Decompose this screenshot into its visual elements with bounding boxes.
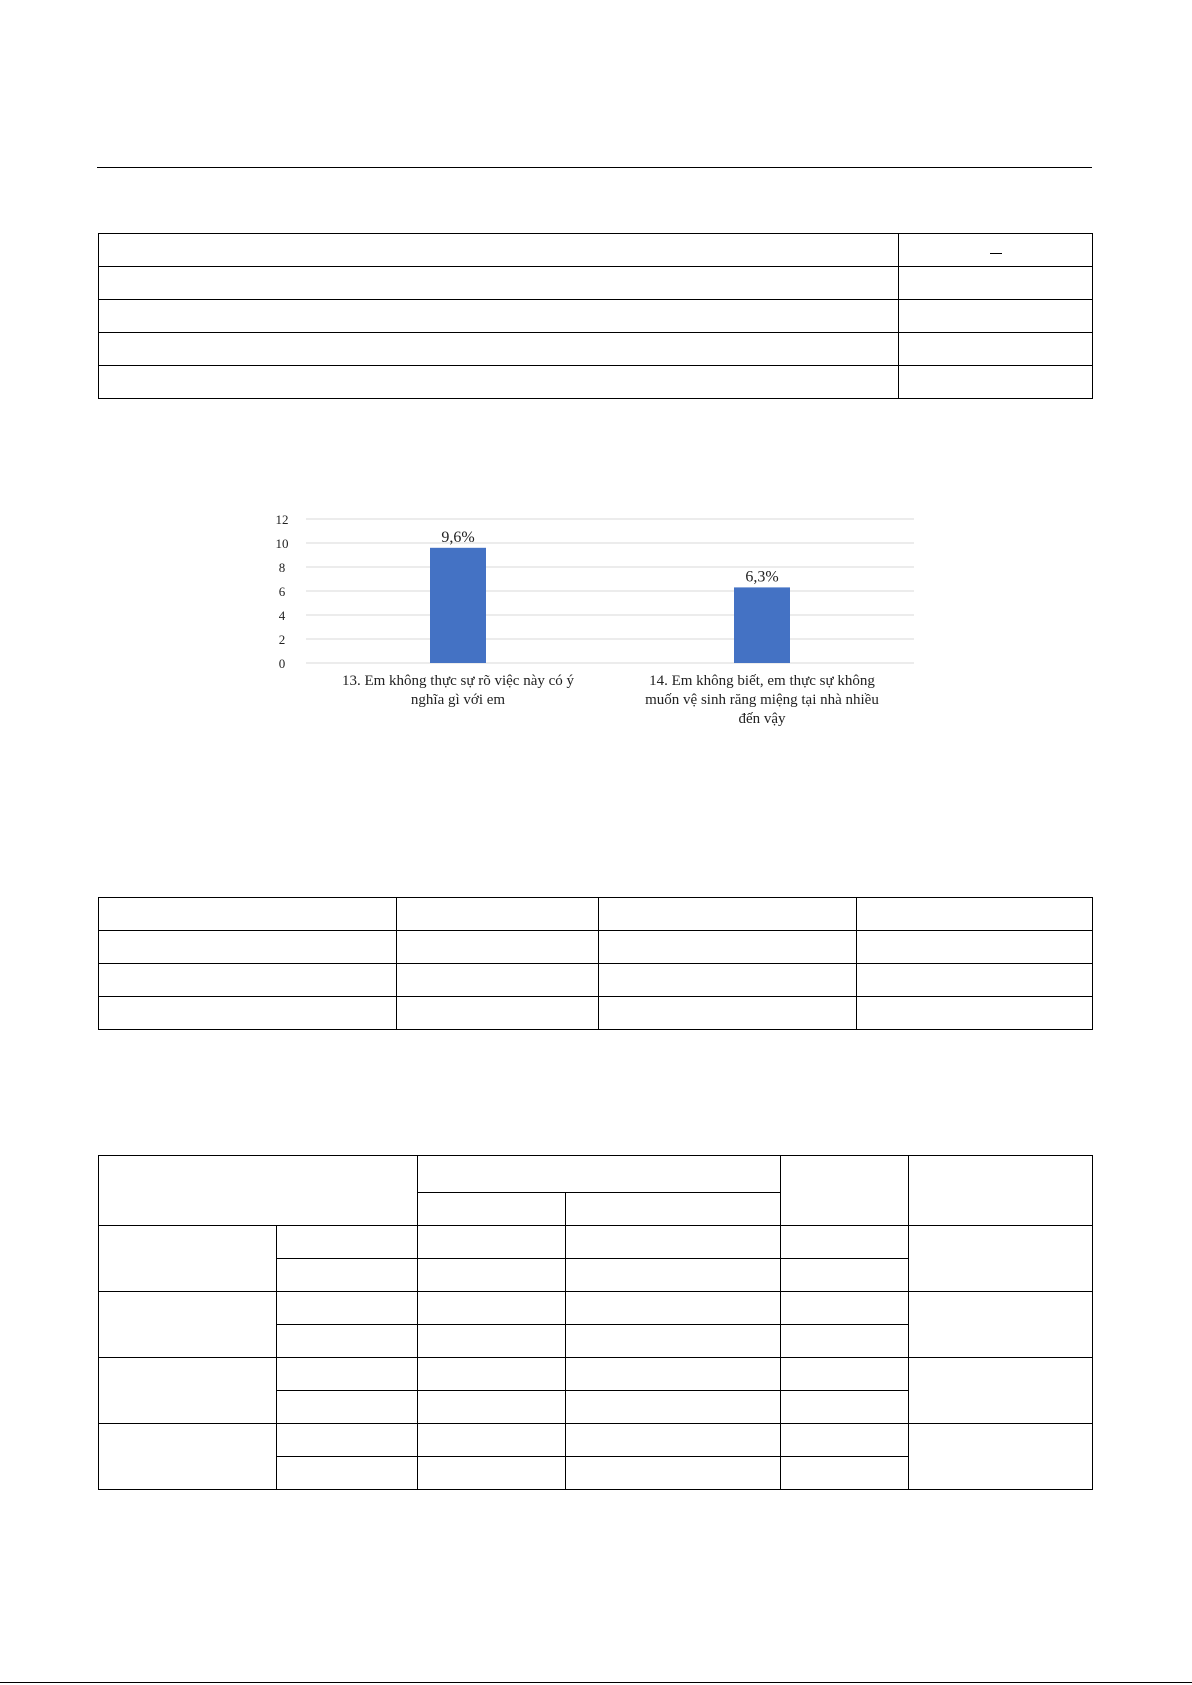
- category-label-line: 13. Em không thực sự rõ việc này có ý: [341, 673, 575, 689]
- table-cell: [397, 931, 599, 964]
- table-cell: [277, 1358, 418, 1391]
- table-cell: [99, 898, 397, 931]
- table-cell: [566, 1226, 781, 1259]
- table-cell: [899, 366, 1093, 399]
- table-cell: [899, 300, 1093, 333]
- table-cell: [781, 1457, 909, 1490]
- table-cell: [781, 1156, 909, 1226]
- table-cell: [899, 234, 1093, 267]
- category-label-line: muốn vệ sinh răng miệng tại nhà nhiều: [645, 692, 879, 708]
- table-cell: [418, 1457, 566, 1490]
- table-cell: [397, 997, 599, 1030]
- table-row: [99, 300, 1093, 333]
- y-axis: [276, 512, 289, 671]
- table-row: [99, 1424, 1093, 1457]
- table-cell: [99, 964, 397, 997]
- table-cell: [277, 1292, 418, 1325]
- table-cell: [599, 997, 857, 1030]
- table-cell: [899, 267, 1093, 300]
- table-cell: [99, 234, 899, 267]
- table-cell: [277, 1325, 418, 1358]
- table-cell: [418, 1391, 566, 1424]
- table-cell: [566, 1193, 781, 1226]
- table-cell: [857, 997, 1093, 1030]
- table-cell: [566, 1325, 781, 1358]
- data-label: 9,6%: [441, 528, 475, 546]
- bar-chart-svg: [264, 503, 924, 748]
- table-row: [99, 898, 1093, 931]
- table-cell: [397, 964, 599, 997]
- table-cell: [99, 1226, 277, 1292]
- table-cell: [397, 898, 599, 931]
- table-cell: [418, 1193, 566, 1226]
- table-row: [99, 964, 1093, 997]
- table-cell: [566, 1259, 781, 1292]
- table-2: [98, 897, 1093, 1030]
- table-cell: [277, 1226, 418, 1259]
- table-cell: [99, 1156, 418, 1226]
- table-1: [98, 233, 1093, 399]
- bar: [734, 587, 790, 663]
- table-cell: [418, 1259, 566, 1292]
- category-label-line: nghĩa gì với em: [410, 692, 506, 708]
- table-cell: [599, 898, 857, 931]
- category-labels: [342, 673, 879, 727]
- table-cell: [566, 1292, 781, 1325]
- y-tick-label: 6: [278, 584, 286, 599]
- table-row: [99, 1358, 1093, 1391]
- footer-rule: [0, 1682, 1192, 1683]
- y-tick-label: 8: [278, 560, 286, 575]
- bars: [430, 548, 790, 663]
- table-cell: [909, 1424, 1093, 1490]
- table-cell: [418, 1226, 566, 1259]
- table-cell: [277, 1391, 418, 1424]
- bar-chart: [264, 503, 924, 748]
- category-label: [645, 673, 879, 727]
- table-cell: [418, 1156, 781, 1193]
- table-cell: [857, 931, 1093, 964]
- table-row: [99, 1156, 1093, 1193]
- table-row: [99, 931, 1093, 964]
- table-cell: [277, 1424, 418, 1457]
- header-rule: [97, 167, 1092, 168]
- table-cell: [418, 1325, 566, 1358]
- y-tick-label: 12: [275, 512, 289, 527]
- table-cell: [909, 1292, 1093, 1358]
- table-cell: [418, 1292, 566, 1325]
- table-row: [99, 267, 1093, 300]
- table-cell: [909, 1156, 1093, 1226]
- table-row: [99, 234, 1093, 267]
- data-label: 6,3%: [745, 568, 779, 586]
- y-tick-label: 4: [278, 608, 286, 623]
- table-cell: [99, 267, 899, 300]
- table-cell: [99, 333, 899, 366]
- table-cell: [566, 1424, 781, 1457]
- table-cell: [277, 1457, 418, 1490]
- table-cell: [99, 997, 397, 1030]
- category-label-line: đến vậy: [738, 711, 786, 727]
- table-cell: [418, 1424, 566, 1457]
- table-cell: [781, 1325, 909, 1358]
- table-cell: [909, 1358, 1093, 1424]
- table-cell: [418, 1358, 566, 1391]
- table-cell: [909, 1226, 1093, 1292]
- category-label: [342, 673, 575, 708]
- gridlines: [306, 519, 914, 663]
- table-cell: [566, 1457, 781, 1490]
- table-cell: [599, 964, 857, 997]
- table-cell: [566, 1358, 781, 1391]
- table-cell: [781, 1292, 909, 1325]
- table-3: [98, 1155, 1093, 1490]
- y-tick-label: 2: [278, 632, 286, 647]
- table-cell: [99, 300, 899, 333]
- table-row: [99, 997, 1093, 1030]
- table-row: [99, 1226, 1093, 1259]
- table-cell: [99, 931, 397, 964]
- table-cell: [277, 1259, 418, 1292]
- table-cell: [99, 366, 899, 399]
- table-cell: [99, 1292, 277, 1358]
- table-cell: [99, 1424, 277, 1490]
- category-label-line: 14. Em không biết, em thực sự không: [649, 673, 875, 689]
- table-row: [99, 366, 1093, 399]
- table-cell: [99, 1358, 277, 1424]
- table-cell: [899, 333, 1093, 366]
- table-cell: [857, 964, 1093, 997]
- mean-symbol: [990, 253, 1002, 254]
- data-labels: [441, 529, 778, 586]
- table-cell: [781, 1358, 909, 1391]
- table-cell: [781, 1259, 909, 1292]
- y-tick-label: 0: [278, 656, 286, 671]
- table-cell: [566, 1391, 781, 1424]
- table-cell: [781, 1424, 909, 1457]
- table-cell: [857, 898, 1093, 931]
- bar: [430, 548, 486, 663]
- table-row: [99, 333, 1093, 366]
- table-cell: [781, 1391, 909, 1424]
- table-cell: [781, 1226, 909, 1259]
- table-row: [99, 1292, 1093, 1325]
- y-tick-label: 10: [275, 536, 289, 551]
- table-cell: [599, 931, 857, 964]
